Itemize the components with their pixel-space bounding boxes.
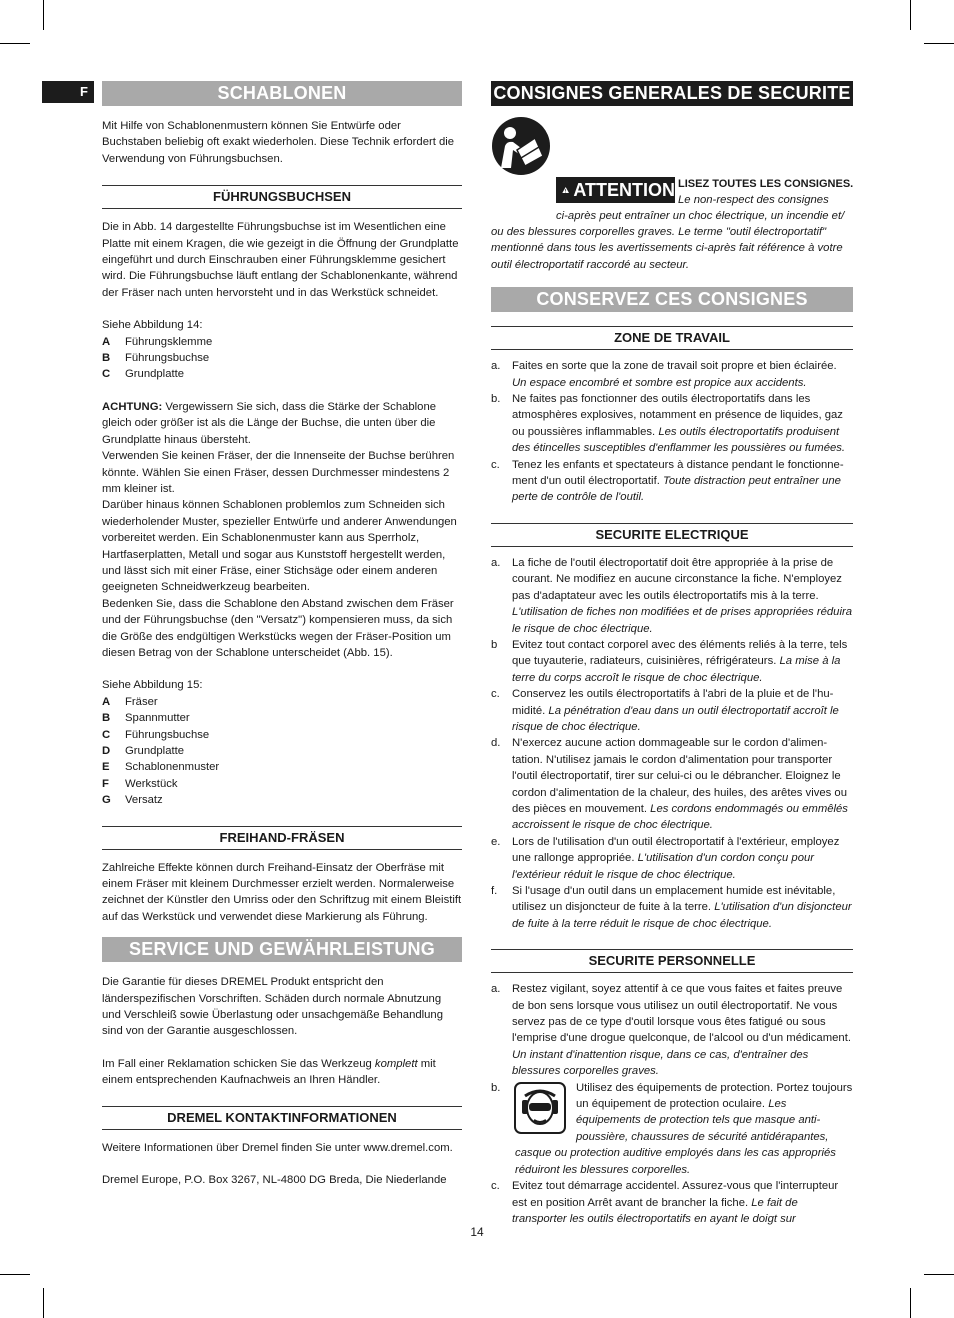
- fig15-label: Siehe Abbildung 15:: [102, 679, 203, 692]
- legend-item: [102, 792, 462, 808]
- attention-label: ATTENTION: [573, 180, 675, 200]
- list-item: [491, 1178, 853, 1227]
- list-text: [512, 358, 853, 391]
- legend-item: [102, 759, 462, 775]
- list-marker: d.: [491, 737, 501, 750]
- fuehrung-text: Die in Abb. 14 dargestellte Führungsbuchse ist im Wesentlichen eine Platte mit einem Kragen, die wie gezeigt in die Öffnung der Grundplatte eingeführt und durch Einschrauben einer Führungsklemme gesichert wird. Die Führungsbuchse läuft entlang der Schablonenkante, während der Fräser nach unten hervorsteht und in das Werkstück schneidet.: [102, 221, 459, 299]
- text: Restez vigilant, soyez attentif à ce que vous faites et faites preuve de bon sens lorsque vous utilisez un outil électroportatif. Ne vous servez pas de ce type d'outil lorsque vous êtes fatigué ou sous l'emprise d'une drogue quelconque, de l'alcool ou d'un médicament.: [512, 983, 851, 1045]
- legend-value: Spannmutter: [125, 712, 190, 725]
- legend-item: [102, 743, 462, 759]
- text: Faites en sorte que la zone de travail soit propre et bien éclairée.: [512, 360, 837, 373]
- list-item: [491, 457, 853, 506]
- emphasis: komplett: [374, 1057, 418, 1070]
- legend-key: C: [102, 368, 111, 381]
- list-item: [491, 391, 853, 457]
- paragraph: Bedenken Sie, dass die Schablone den Abstand zwischen dem Fräser und der Führungsbuchse (den "Versatz") kompensieren muss, da sich die Größe des endgültigen Werkstücks wegen der Fräser-Position um diesen Betrag von der Schablone unterscheidet (Abb. 15).: [102, 597, 454, 659]
- subsection-kontakt: DREMEL KONTAKTINFORMATIONEN: [102, 1106, 462, 1130]
- subsection-freihand: FREIHAND-FRÄSEN: [102, 826, 462, 850]
- section-title-service: SERVICE UND GEWÄHRLEISTUNG: [102, 937, 462, 962]
- legend-value: Werkstück: [125, 777, 178, 790]
- language-tab: F: [42, 81, 94, 103]
- italic-text: L'utilisation de fiches non modifiées et de prises appropriées réduira le risque de choc électrique.: [512, 606, 853, 635]
- list-item: [491, 686, 853, 735]
- legend-value: Führungsklemme: [125, 335, 213, 348]
- section-title-consignes: CONSIGNES GENERALES DE SECURITE: [491, 81, 853, 106]
- legend-item: [102, 727, 462, 743]
- legend-item: [102, 694, 462, 710]
- legend-value: Führungsbuchse: [125, 728, 210, 741]
- legend-item: [102, 366, 462, 382]
- list-item: [491, 1080, 853, 1146]
- list-marker: b.: [491, 393, 501, 406]
- text: Utilisez des équipements de protection. Portez toujours un équipement de protection oculaire.: [576, 1081, 853, 1111]
- read-manual-icon: [491, 116, 551, 176]
- warning-triangle-icon: [562, 180, 569, 200]
- legend-value: Fräser: [125, 695, 158, 708]
- list-item: [491, 555, 853, 637]
- service-text: Die Garantie für dieses DREMEL Produkt entspricht den länderspezifischen Vorschriften. Schäden durch normale Abnutzung und Verschleiß sowie Überlastung oder unsachgemäße Behandlung sind von der Garantie ausgeschlossen.: [102, 976, 444, 1038]
- fig14-label: Siehe Abbildung 14:: [102, 319, 203, 332]
- crop-mark: [910, 1288, 911, 1318]
- legend-item: [102, 334, 462, 350]
- paragraph: Darüber hinaus können Schablonen problemlos zum Schneiden sich wiederholender Muster, spezieller Entwürfe und anderer Anwendungen vorbereitet werden. Ein Schablonenmuster kann aus Sperrholz, Hartfaserplatten, Metall und sogar aus Kunststoff hergestellt werden, und lässt sich mit einer Fräse, einer Stichsäge oder einem anderen geeigneten Schneidwerkzeug bearbeiten.: [102, 499, 457, 594]
- legend-value: Schablonenmuster: [125, 761, 220, 774]
- crop-mark: [43, 0, 44, 30]
- legend-item: [102, 710, 462, 726]
- list-continuation: casque ou protection auditive employés dans les cas appropriés réduiront les blessures corporelles.: [515, 1147, 836, 1176]
- subsection-fuehrungsbuchsen: FÜHRUNGSBUCHSEN: [102, 185, 462, 209]
- warning-line: Le non-respect des consignes: [678, 194, 829, 207]
- subsection-zone-de-travail: ZONE DE TRAVAIL: [491, 326, 853, 350]
- italic-text: La mise à la terre du corps accroît le risque de choc électrique.: [512, 655, 841, 684]
- list-marker: a.: [491, 983, 501, 996]
- text: Evitez tout démarrage accidentel. Assurez-vous que l'interrupteur est en position Arrêt avant de brancher la fiche.: [512, 1180, 839, 1209]
- crop-mark: [910, 0, 911, 30]
- achtung-text: Vergewissern Sie sich, dass die Stärke der Schablone gleich oder größer ist als die Länge der Buchse, die unten über die Grundplatte hinaus übersteht.: [102, 400, 437, 446]
- crop-mark: [0, 1274, 30, 1275]
- warning-line: ci-après peut entraîner un choc électrique, un incendie et/: [556, 210, 845, 222]
- legend-key: A: [102, 335, 111, 348]
- subsection-securite-personnelle: SECURITE PERSONNELLE: [491, 949, 853, 973]
- list-marker: b.: [491, 1081, 501, 1094]
- safety-goggles-icon: [514, 1082, 566, 1134]
- list-text: [512, 883, 853, 932]
- subsection-securite-electrique: SECURITE ELECTRIQUE: [491, 523, 853, 547]
- left-column: [102, 81, 462, 1189]
- paragraph: Verwenden Sie keinen Fräser, der die Innenseite der Buchse berühren könnte. Wählen Sie einen Fräser, dessen Durchmesser mindestens 2 mm kleiner ist.: [102, 450, 455, 495]
- schablonen-intro: Mit Hilfe von Schablonenmustern können Sie Entwürfe oder Buchstaben beliebig oft exakt wiederholen. Diese Technik erfordert die Verwendung von Führungsbuchsen.: [102, 120, 455, 165]
- list-item: [491, 834, 853, 883]
- list-marker: e.: [491, 835, 501, 848]
- kontakt-text: Weitere Informationen über Dremel finden Sie unter www.dremel.com.: [102, 1141, 453, 1154]
- italic-text: Toute distraction peut entraîner une perte de contrôle de l'outil.: [512, 475, 841, 504]
- page-number: 14: [470, 1225, 484, 1239]
- list-marker: f.: [491, 885, 498, 897]
- legend-value: Versatz: [125, 794, 163, 807]
- crop-mark: [0, 43, 30, 44]
- read-all-instructions: LISEZ TOUTES LES CONSIGNES.: [678, 178, 854, 190]
- warning-block: [491, 114, 853, 238]
- list-item: [491, 735, 853, 833]
- list-item: [491, 637, 853, 686]
- legend-key: D: [102, 745, 111, 757]
- legend-value: Führungsbuchse: [125, 352, 210, 365]
- list-text: [512, 457, 853, 506]
- text: N'exercez aucune action dommageable sur le cordon d'alimentation. N'utilisez jamais le cordon d'alimentation pour transporter l'outil électroportatif, tirer sur celui-ci ou le débrancher. Eloignez le cordon d'alimentation de la chaleur, des huiles, des arêtes vives ou des pièces en mouvement.: [512, 737, 847, 815]
- text: Conservez les outils électroportatifs à l'abri de la pluie et de l'humidité.: [512, 688, 834, 717]
- crop-mark: [924, 1274, 954, 1275]
- list-text: [512, 686, 853, 735]
- list-text: [512, 637, 853, 686]
- italic-text: Le fait de transporter les outils électroportatifs en ayant le doigt sur: [512, 1196, 798, 1225]
- text: Ne faites pas fonctionner des outils électroportatifs dans les atmosphères explosives, notamment en présence de liquides, gaz ou poussières inflammables.: [512, 393, 843, 438]
- list-item: [491, 358, 853, 391]
- italic-text: Un instant d'inattention risque, dans ce cas, d'entraîner des blessures corporelles graves.: [512, 1048, 809, 1078]
- text: Lors de l'utilisation d'un outil électroportatif à l'extérieur, employez une rallonge appropriée.: [512, 835, 840, 865]
- italic-text: La pénétration d'eau dans un outil électroportatif accroît le risque de choc électrique.: [512, 704, 839, 733]
- legend-value: Grundplatte: [125, 368, 185, 381]
- freihand-text: Zahlreiche Effekte können durch Freihand-Einsatz der Oberfräse mit einem Fräser mit kleinem Durchmesser erzielt werden. Normalerweise zeichnet der Künstler den Umriss oder den Schriftzug mit einem Bleistift auf das Werkstück und verwendet diese Markierung als Führung.: [102, 861, 462, 923]
- text: Im Fall einer Reklamation schicken Sie das Werkzeug: [102, 1057, 375, 1070]
- text: Si l'usage d'un outil dans un emplacement humide est inévitable, utilisez un disjoncteur de fuite à la terre.: [512, 885, 836, 914]
- achtung-paragraph: [102, 399, 462, 448]
- crop-mark: [43, 1288, 44, 1318]
- legend-key: A: [102, 695, 111, 708]
- electrical-list: [491, 555, 853, 932]
- warning-rest: ou des blessures corporelles graves. Le terme "outil électroportatif" mentionné dans tous les avertissements ci-après fait référence à votre outil électroportatif raccordé au secteur.: [491, 226, 843, 271]
- list-text: [512, 555, 853, 637]
- service-claim: [102, 1056, 462, 1089]
- legend-key: F: [102, 777, 109, 790]
- text: Tenez les enfants et spectateurs à distance pendant le fonctionnement d'un outil électroportatif.: [512, 458, 844, 488]
- list-text: [512, 981, 853, 1079]
- legend-key: B: [102, 352, 111, 365]
- list-marker: a.: [491, 556, 501, 569]
- legend-key: E: [102, 761, 110, 774]
- legend-key: B: [102, 712, 111, 725]
- list-text: [576, 1080, 853, 1146]
- fig15-legend: [102, 694, 462, 809]
- crop-mark: [924, 43, 954, 44]
- list-marker: c.: [491, 688, 500, 701]
- text: mit einem entsprechenden Kaufnachweis an Ihren Händler.: [102, 1057, 436, 1087]
- zone-list: [491, 358, 853, 506]
- list-marker: c.: [491, 1180, 500, 1193]
- list-text: [512, 391, 853, 457]
- achtung-label: ACHTUNG:: [102, 400, 163, 413]
- right-column: [491, 81, 853, 1227]
- legend-key: C: [102, 728, 111, 741]
- section-title-schablonen: SCHABLONEN: [102, 81, 462, 106]
- attention-badge: [556, 177, 675, 203]
- italic-text: Les cordons endommagés ou emmêlés accroissent le risque de choc électrique.: [512, 802, 848, 832]
- italic-text: Les équipements de protection tels que masque anti-poussière, chaussures de sécurité antidérapantes,: [576, 1098, 829, 1143]
- section-title-conservez: CONSERVEZ CES CONSIGNES: [491, 287, 853, 312]
- italic-text: L'utilisation d'un disjoncteur de fuite à la terre réduit le risque de choc électrique.: [512, 901, 852, 930]
- list-text: [512, 1178, 853, 1227]
- italic-text: L'utilisation d'un cordon conçu pour l'extérieur réduit le risque de choc électrique.: [512, 852, 815, 881]
- text: Evitez tout contact corporel avec des éléments reliés à la terre, tels que tuyauterie, radiateurs, cuisinières, réfrigérateurs.: [512, 638, 848, 668]
- legend-item: [102, 776, 462, 792]
- list-item: [491, 883, 853, 932]
- list-marker: c.: [491, 458, 500, 471]
- list-item: [491, 981, 853, 1079]
- legend-item: [102, 350, 462, 366]
- list-marker: a.: [491, 360, 501, 373]
- list-text: [512, 735, 853, 833]
- legend-key: G: [102, 794, 111, 807]
- legend-value: Grundplatte: [125, 745, 185, 757]
- list-marker: b: [491, 638, 498, 651]
- text: La fiche de l'outil électroportatif doit être appropriée à la prise de courant. Ne modifiez en aucune circonstance la fiche. N'employez pas d'adaptateur avec les outils électroportatifs mis à la terre.: [512, 556, 842, 602]
- italic-text: Les outils électroportatifs produisent des étincelles susceptibles d'enflammer les poussières ou fumées.: [512, 425, 846, 455]
- kontakt-address: Dremel Europe, P.O. Box 3267, NL-4800 DG Breda, Die Niederlande: [102, 1174, 447, 1187]
- italic-text: Un espace encombré et sombre est propice aux accidents.: [512, 376, 807, 389]
- fig14-legend: [102, 334, 462, 383]
- list-text: [512, 834, 853, 883]
